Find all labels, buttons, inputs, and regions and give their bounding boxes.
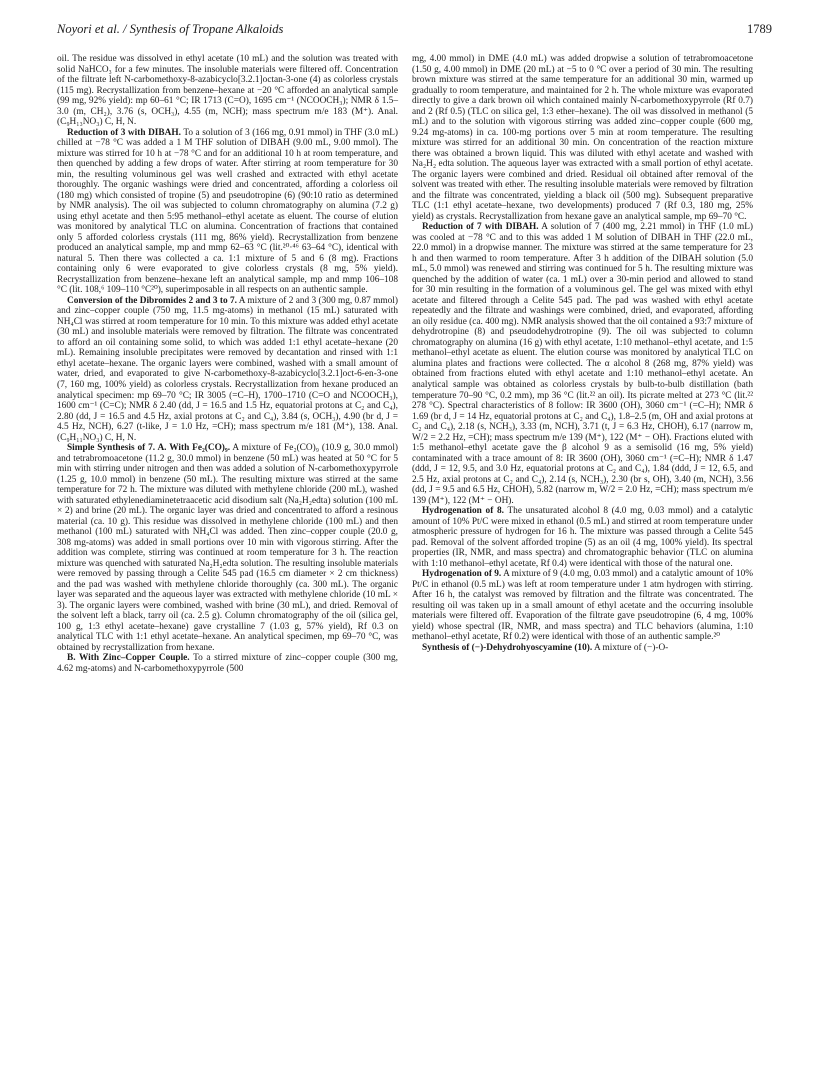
paragraph <box>412 54 753 222</box>
paragraph <box>57 443 398 653</box>
page-number: 1789 <box>747 22 772 36</box>
paragraph-heading: Reduction of 3 with DIBAH. <box>67 127 181 138</box>
page-header <box>57 22 772 44</box>
paragraph <box>412 643 753 654</box>
paragraph <box>412 569 753 643</box>
paragraph-text: A mixture of 9 (4.0 mg, 0.03 mmol) and a catalytic amount of 10% Pt/C in ethanol (0.5 mL) was left at room temperature under 1 atm hydrogen with stirring. After 16 h, the catalyst was removed by filtration and the filtrate was concentrated. The resulting oil was taken up in a small amount of ethyl acetate and the occurring insoluble materials were filtered off. Evaporation of the filtrate gave pseudotropine (6, 4 mg, 100% yield) whose spectral (IR, NMR, and mass spectra) and TLC behaviors (alumina, 1:10 methanol–ethyl acetate, Rf 0.2) were identical with those of an authentic sample.²⁰ <box>412 569 753 643</box>
paragraph <box>57 296 398 443</box>
paragraph <box>57 54 398 128</box>
paragraph-text: A mixture of (−)-O- <box>592 642 669 653</box>
paragraph <box>412 222 753 506</box>
paragraph-heading: Hydrogenation of 9. <box>422 569 502 580</box>
paragraph <box>57 128 398 296</box>
right-column <box>412 54 753 653</box>
paragraph-text: A solution of 7 (400 mg, 2.21 mmol) in THF (1.0 mL) was cooled at −78 °C and to this was added 1 M solution of DIBAH in THF (22.0 mL, 22.0 mmol) in a dropwise manner. The mixture was stirred at the same temperature for 23 h and then warmed to room temperature. After 3 h addition of the DIBAH solution (5.0 mL, 5.0 mmol) was renewed and stirring was continued for 5 h. The resulting mixture was quenched by the addition of water (ca. 1 mL) over a 30-min period and allowed to stand for 30 min resulting in the formation of a voluminous gel. The gel was mixed with ethyl acetate and filtered through a Celite 545 pad. The pad was washed with ethyl acetate repeatedly and the filtrate and washings were combined, dried, and evaporated, affording an oily residue (ca. 400 mg). NMR analysis showed that the oil contained a 93:7 mixture of dehydrotropine (8) and pseudodehydrotropine (9). The oil was subjected to column chromatography on alumina (16 g) with ethyl acetate, 1:10 methanol–ethyl acetate, and 1:5 methanol–ethyl acetate as eluent. The elution course was monitored by analytical TLC on alumina plates and fractions were collected. The α alcohol 8 (268 mg, 87% yield) was obtained from fractions eluted with ethyl acetate and 1:10 methanol–ethyl acetate. An analytical sample was obtained as colorless crystals by bulb-to-bulb distillation (bath temperature 70–90 °C, 0.2 mm), mp 36 °C (lit.²² an oil). Its picrate melted at 273 °C (lit.²² 278 °C). Spectral characteristics of 8 follow: IR 3600 (OH), 3060 cm⁻¹ (=C–H); NMR δ 1.69 (br d, J = 14 Hz, equatorial protons at C₂ and C₄), 1.8–2.5 (m, OH and axial protons at C₂ and C₄), 2.18 (s, NCH₃), 3.33 (m, NCH), 3.71 (t, J = 6.3 Hz, CHOH), 6.17 (narrow m, W/2 = 2.2 Hz, =CH); mass spectrum m/e 139 (M⁺), 122 (M⁺ − OH). Fractions eluted with 1:5 methanol–ethyl acetate gave the β alcohol 9 as a semisolid (16 mg, 5% yield) contaminated with a trace amount of 8: IR 3600 (OH), 3060 cm⁻¹ (=C–H); NMR δ 1.47 (ddd, J = 12, 9.5, and 3.0 Hz, equatorial protons at C₂ and C₄), 1.84 (ddd, J = 12, 6.5, and 2.5 Hz, axial protons at C₂ and C₄), 2.14 (s, NCH₃), 2.30 (br s, OH), 3.40 (m, NCH), 3.56 (dd, J = 9.5 and 6.5 Hz, CHOH), 5.82 (narrow m, W/2 = 2.0 Hz, =CH); mass spectrum m/e 139 (M⁺), 122 (M⁺ − OH). <box>412 222 753 506</box>
paragraph-text: oil. The residue was dissolved in ethyl acetate (10 mL) and the solution was treated with solid NaHCO₃ for a few minutes. The insoluble materials were filtered off. Concentration of the filtrate left N-carbomethoxy-8-azabicyclo[3.2.1]octan-3-one (4) as colorless crystals (115 mg). Recrystallization from benzene–hexane at −20 °C afforded an analytical sample (99 mg, 92% yield): mp 60–61 °C; IR 1713 (C=O), 1695 cm⁻¹ (NCOOCH₃); NMR δ 1.5–3.0 (m, CH₂), 3.76 (s, OCH₃), 4.55 (m, NCH); mass spectrum m/e 183 (M⁺). Anal. (C₉H₁₃NO₃) C, H, N. <box>57 54 398 128</box>
paragraph-heading: Simple Synthesis of 7. A. With Fe₂(CO)₉. <box>67 443 231 454</box>
paragraph-text: mg, 4.00 mmol) in DME (4.0 mL) was added dropwise a solution of tetrabromoacetone (1.50 g, 4.00 mmol) in DME (20 mL) at −5 to 0 °C over a period of 30 min. The resulting brown mixture was stirred at the same temperature for an additional 30 min, warmed up gradually to room temperature, and maintained for 2 h. The whole mixture was evaporated directly to give a dark brown oil which contained mainly N-carbomethoxypyrrole (Rf 0.7) and 2 (Rf 0.5) (TLC on silica gel, 1:3 ether–hexane). The oil was dissolved in methanol (5 mL) and to the solution with vigorous stirring was added zinc–copper couple (600 mg, 9.24 mg-atoms) in ca. 100-mg portions over 5 min at room temperature. The resulting mixture was stirred for an additional 30 min. On concentration of the reaction mixture there was obtained a brown liquid. This was diluted with ethyl acetate and washed with Na₂H₂ edta solution. The aqueous layer was extracted with a small portion of ethyl acetate. The organic layers were combined and dried. Residual oil obtained after removal of the solvent was treated with ether. The resulting insoluble materials were removed by filtration and the filtrate was concentrated, yielding a black oil (500 mg). Subsequent preparative TLC (1:1 ethyl acetate–hexane, two developments) produced 7 (Rf 0.3, 180 mg, 25% yield) as crystals. Recrystallization from hexane gave an analytical sample, mp 69–70 °C. <box>412 54 753 222</box>
paragraph-heading: Reduction of 7 with DIBAH. <box>422 222 539 233</box>
paragraph-text: To a solution of 3 (166 mg, 0.91 mmol) in THF (3.0 mL) chilled at −78 °C was added a 1 M THF solution of DIBAH (9.00 mL, 9.00 mmol). The mixture was stirred for 10 h at −78 °C and for an additional 10 h at room temperature, and then quenched by adding a few drops of water. After stirring at room temperature for 30 min, the resulting voluminous gel was well crashed and extracted with ethyl acetate thoroughly. The organic washings were dried and concentrated, affording a colorless oil (180 mg) which consisted of tropine (5) and pseudotropine (6) (90:10 ratio as determined by NMR analysis). The oil was subjected to column chromatography on alumina (7.2 g) using ethyl acetate and then 5:95 methanol–ethyl acetate as eluent. The course of elution was monitored by analytical TLC on alumina. Concentration of fractions that contained only 5 afforded colorless crystals (111 mg, 86% yield). Recrystallization from benzene produced an analytical sample, mp and mmp 62–63 °C (lit.²⁰·⁴⁶ 63–64 °C), identical with natural 5. Then there was collected a ca. 1:1 mixture of 5 and 6 (8 mg). Fractions containing only 6 were evaporated to give colorless crystals (8 mg, 5% yield). Recrystallization from benzene–hexane left an analytical sample, mp and mmp 106–108 °C (lit. 108,⁶ 109–110 °C²⁰), superimposable in all respects on an authentic sample. <box>57 127 398 296</box>
paragraph-text: A mixture of Fe₂(CO)₉ (10.9 g, 30.0 mmol) and tetrabromoacetone (11.2 g, 30.0 mmol) in benzene (50 mL) was heated at 50 °C for 5 min with stirring under nitrogen and then was added a solution of N-carbomethoxypyrrole (1.25 g, 10.0 mmol) in benzene (50 mL). The resulting mixture was stirred at the same temperature for 72 h. The mixture was diluted with methylene chloride (200 mL), washed with saturated ethylenediaminetetraacetic acid disodium salt (Na₂H₂edta) solution (100 mL × 2) and brine (20 mL). The organic layer was dried and concentrated to afford a resinous material (ca. 10 g). This residue was dissolved in methylene chloride (100 mL) and then methanol (100 mL) saturated with NH₄Cl was added. Then zinc–copper couple (20.0 g, 308 mg-atoms) was added in small portions over 10 min with vigorous stirring. After the addition was complete, stirring was continued at room temperature for 3 h. The reaction mixture was quenched with saturated Na₂H₂edta solution. The resulting insoluble materials were removed by passing through a Celite 545 pad (16.5 cm diameter × 2 cm thickness) and the pad was washed with methylene chloride thoroughly (ca. 300 mL). The organic layer was separated and the aqueous layer was extracted with methylene chloride (10 mL × 3). The organic layers were combined, washed with brine (30 mL), and dried. Removal of the solvent left a black, tarry oil (ca. 2.5 g). Column chromatography of the oil (silica gel, 100 g, 1:3 ethyl acetate–hexane) gave crystalline 7 (1.03 g, 57% yield), Rf 0.3 on analytical TLC with 1:1 ethyl acetate–hexane. An analytical specimen, mp 69–70 °C, was obtained by recrystallization from hexane. <box>57 443 399 653</box>
paragraph <box>412 506 753 569</box>
left-column <box>57 54 398 674</box>
paragraph-text: To a stirred mixture of zinc–copper couple (300 mg, 4.62 mg-atoms) and N-carbomethoxypyrrole (500 <box>57 653 399 674</box>
paragraph <box>57 653 398 674</box>
paragraph-text: The unsaturated alcohol 8 (4.0 mg, 0.03 mmol) and a catalytic amount of 10% Pt/C were mixed in ethanol (0.5 mL) and stirred at room temperature under atmospheric pressure of hydrogen for 16 h. The mixture was passed through a Celite 545 pad. Removal of the solvent afforded tropine (5) as an oil (4 mg, 100% yield). Its spectral properties (IR, NMR, and mass spectra) and chromatographic behavior (TLC on alumina with 1:10 methanol–ethyl acetate, Rf 0.4) were identical with those of the natural one. <box>412 506 753 569</box>
running-title: Noyori et al. / Synthesis of Tropane Alkaloids <box>57 22 284 36</box>
paragraph-heading: Conversion of the Dibromides 2 and 3 to 7. <box>67 295 237 306</box>
paragraph-text: A mixture of 2 and 3 (300 mg, 0.87 mmol) and zinc–copper couple (750 mg, 11.5 mg-atoms) in methanol (15 mL) saturated with NH₄Cl was stirred at room temperature for 10 min. To this mixture was added ethyl acetate (30 mL) and insoluble materials were removed by filtration. The filtrate was concentrated to afford an oil containing some solid, to which was added 1:1 ethyl acetate–hexane (20 mL). Remaining insoluble precipitates were removed by decantation and rinsed with 1:1 ethyl acetate–hexane. The organic layers were combined, washed with a small amount of water, dried, and evaporated to give N-carbomethoxy-8-azabicyclo[3.2.1]oct-6-en-3-one (7, 160 mg, 100% yield) as colorless crystals. Recrystallization from hexane produced an analytical specimen: mp 69–70 °C; IR 3005 (=C–H), 1700–1710 (C=O and NCOOCH₃), 1600 cm⁻¹ (C=C); NMR δ 2.40 (dd, J = 16.5 and 1.5 Hz, equatorial protons at C₂ and C₄), 2.80 (dd, J = 16.5 and 4.5 Hz, axial protons at C₂ and C₄), 3.84 (s, OCH₃), 4.90 (br d, J = 4.5 Hz, NCH), 6.27 (t-like, J = 1.0 Hz, =CH); mass spectrum m/e 181 (M⁺), 138. Anal. (C₉H₁₁NO₃) C, H, N. <box>57 295 398 443</box>
paragraph-heading: Hydrogenation of 8. <box>422 506 504 517</box>
paragraph-heading: Synthesis of (−)-Dehydrohyoscyamine (10). <box>422 642 593 653</box>
paragraph-heading: B. With Zinc–Copper Couple. <box>67 653 190 664</box>
